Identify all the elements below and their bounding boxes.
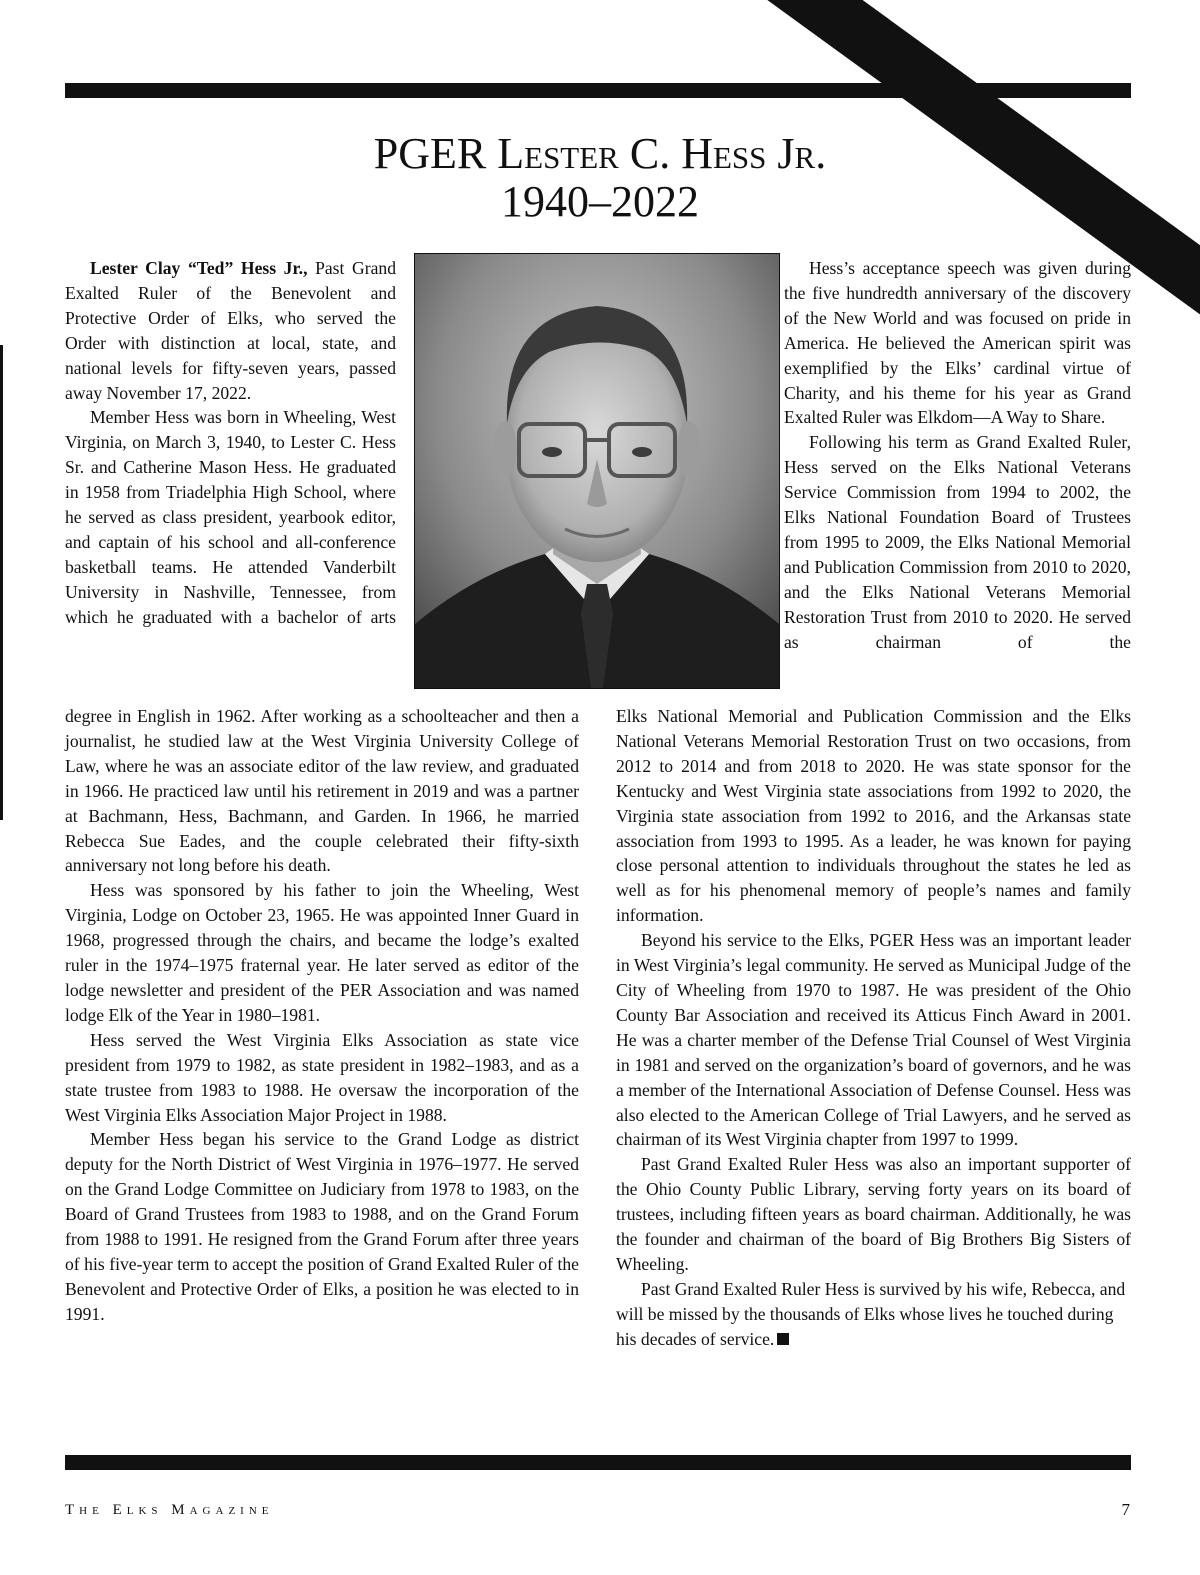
portrait-image xyxy=(415,254,779,688)
paragraph: Hess’s acceptance speech was given during the five hundredth anniversary of the discovery of the New World and was focused on pride in America. He believed the American spirit was exemplified by the Elks’ cardinal virtue of Charity, and his theme for his year as Grand Exalted Ruler was Elkdom—A Way to Share. xyxy=(784,258,1131,428)
left-column-bottom xyxy=(65,704,579,1327)
paragraph: degree in English in 1962. After working as a schoolteacher and then a journalist, he studied law at the West Virginia University College of Law, where he was an associate editor of the law review, and graduated in 1966. He practiced law until his retirement in 2019 and was a partner at Bachmann, Hess, Bachmann, and Garden. In 1966, he married Rebecca Sue Eades, and the couple celebrated their fifty-sixth anniversary not long before his death. xyxy=(65,706,579,876)
portrait-photo xyxy=(414,253,780,689)
paragraph xyxy=(616,1277,1131,1352)
paragraph: Beyond his service to the Elks, PGER Hess was an important leader in West Virginia’s legal community. He served as Municipal Judge of the City of Wheeling from 1970 to 1987. He was president of the Ohio County Bar Association and received its Atticus Finch Award in 2001. He was a charter member of the Defense Trial Counsel of West Virginia in 1981 and served on the organization’s board of governors, and he was a member of the International Association of Defense Counsel. Hess was also elected to the American College of Trial Lawyers, and he served as chairman of its West Virginia chapter from 1997 to 1999. xyxy=(616,930,1131,1150)
paragraph-text: Past Grand Exalted Ruler of the Benevolent and Protective Order of Elks, who served the Order with distinction at local, state, and national levels for fifty-seven years, passed away November 17, 2022. xyxy=(65,258,396,403)
bottom-rule xyxy=(65,1455,1131,1470)
page-title: PGER Lester C. Hess Jr. xyxy=(373,129,827,178)
paragraph xyxy=(65,256,396,405)
paragraph: Elks National Memorial and Publication Commission and the Elks National Veterans Memorial Restoration Trust on two occasions, from 2012 to 2014 and from 2018 to 2020. He was state sponsor for the Kentucky and West Virginia state associations from 1992 to 2020, the Virginia state association from 1992 to 2016, and the Arkansas state association from 1993 to 1995. As a leader, he was known for paying close personal attention to individuals throughout the states he led as well as for his phenomenal memory of people’s names and family information. xyxy=(616,706,1131,926)
lead-name: Lester Clay “Ted” Hess Jr., xyxy=(90,258,308,278)
paragraph: Past Grand Exalted Ruler Hess was also an important supporter of the Ohio County Public Library, serving forty years on its board of trustees, including fifteen years as board chairman. Additionally, he was the founder and chairman of the board of Big Brothers Big Sisters of Wheeling. xyxy=(616,1154,1131,1274)
paragraph: Following his term as Grand Exalted Ruler, Hess served on the Elks National Veterans Service Commission from 1994 to 2002, the Elks National Foundation Board of Trustees from 1995 to 2009, the Elks National Memorial and Publication Commission from 2010 to 2020, and the Elks National Veterans Memorial Restoration Trust from 2010 to 2020. He served as chairman of the xyxy=(784,432,1131,652)
paragraph: Member Hess was born in Wheeling, West Virginia, on March 3, 1940, to Lester C. Hess Sr. and Catherine Mason Hess. He graduated in 1958 from Triadelphia High School, where he served as class president, yearbook editor, and captain of his school and all-conference basketball teams. He attended Vanderbilt University in Nashville, Tennessee, from which he graduated with a bachelor of arts xyxy=(65,407,396,627)
page-number: 7 xyxy=(1121,1500,1130,1519)
right-column-top xyxy=(784,256,1131,655)
life-dates: 1940–2022 xyxy=(501,177,699,226)
end-mark-icon xyxy=(777,1333,789,1345)
paragraph-text: Past Grand Exalted Ruler Hess is survived by his wife, Rebecca, and will be missed by the thousands of Elks whose lives he touched during his decades of service. xyxy=(616,1278,1126,1349)
left-column-top xyxy=(65,256,396,630)
paragraph: Member Hess began his service to the Grand Lodge as district deputy for the North District of West Virginia in 1976–1977. He served on the Grand Lodge Committee on Judiciary from 1978 to 1983, on the Board of Grand Trustees from 1983 to 1988, and on the Grand Forum from 1988 to 1991. He resigned from the Grand Forum after three years of his five-year term to accept the position of Grand Exalted Ruler of the Benevolent and Protective Order of Elks, a position he was elected to in 1991. xyxy=(65,1129,579,1324)
top-rule xyxy=(65,83,1131,98)
paragraph: Hess served the West Virginia Elks Association as state vice president from 1979 to 1982, as state president in 1982–1983, and as a state trustee from 1983 to 1988. He oversaw the incorporation of the West Virginia Elks Association Major Project in 1988. xyxy=(65,1029,579,1125)
title-block xyxy=(0,130,1200,226)
right-column-bottom xyxy=(616,704,1131,1352)
page-edge-mark xyxy=(0,345,3,820)
paragraph: Hess was sponsored by his father to join the Wheeling, West Virginia, Lodge on October 23, 1965. He was appointed Inner Guard in 1968, progressed through the chairs, and became the lodge’s exalted ruler in the 1974–1975 fraternal year. He later served as editor of the lodge newsletter and president of the PER Association and was named lodge Elk of the Year in 1980–1981. xyxy=(65,880,579,1025)
magazine-name: The Elks Magazine xyxy=(65,1502,274,1518)
